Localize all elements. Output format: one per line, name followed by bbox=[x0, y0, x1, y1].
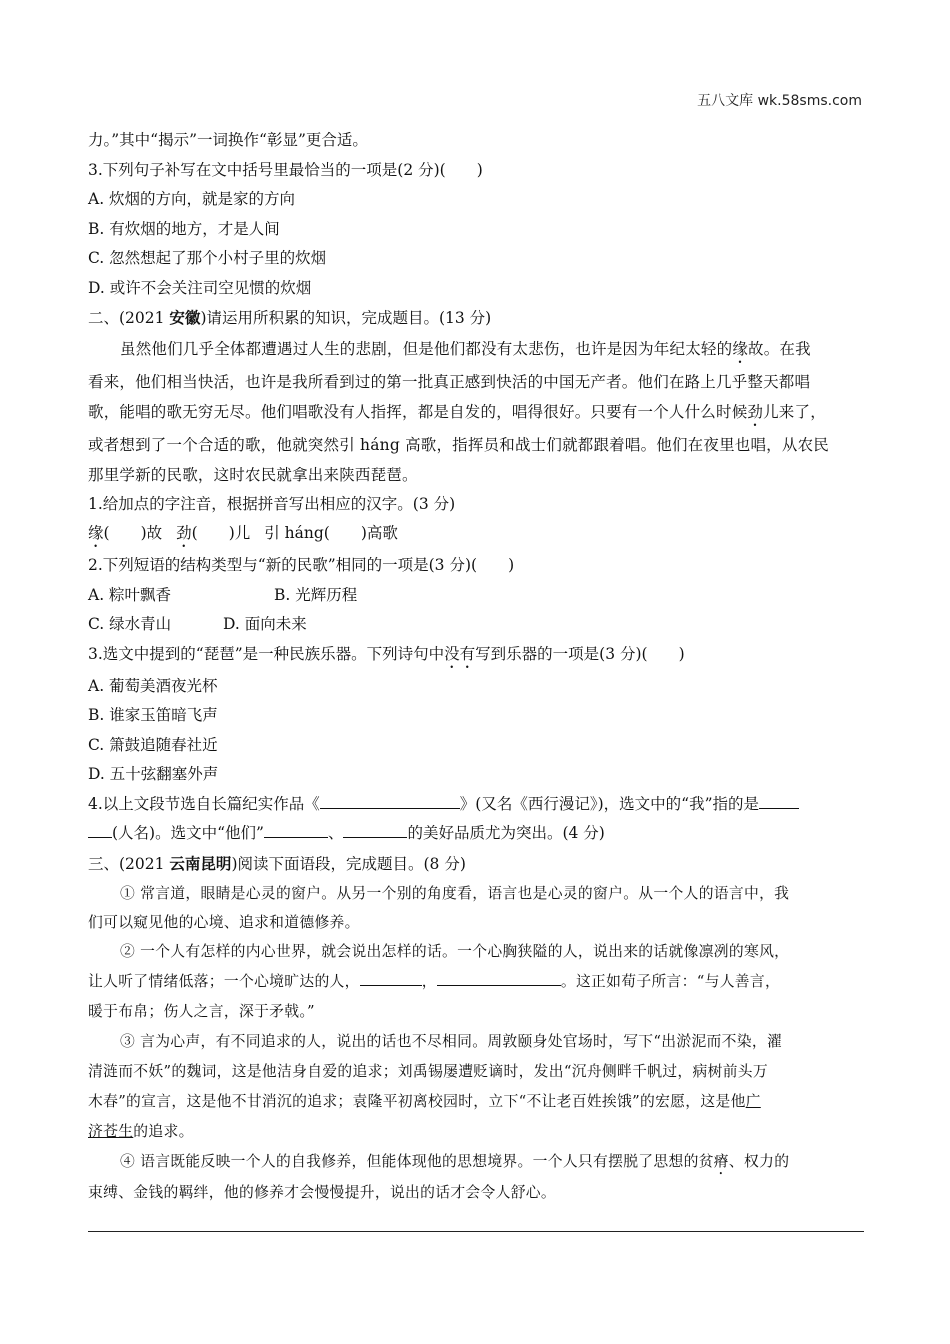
answer-blank-author-a[interactable] bbox=[759, 794, 799, 809]
answer-blank-p2-1[interactable] bbox=[360, 971, 422, 986]
dotted-char-ji: 瘠 bbox=[713, 1153, 729, 1170]
q3-stem: 3.下列句子补写在文中括号里最恰当的一项是(2 分)( ) bbox=[88, 160, 483, 179]
dotted-char-yuan: 缘 bbox=[732, 339, 749, 358]
answer-blank-book[interactable] bbox=[320, 794, 460, 809]
q3-option-a: A. 炊烟的方向，就是家的方向 bbox=[88, 190, 296, 208]
section3-para1: ① 常言道，眼睛是心灵的窗户。从另一个别的角度看，语言也是心灵的窗户。从一个人的语言中，我 们可以窥见他的心境、追求和道德修养。 bbox=[88, 885, 790, 931]
q1-char-jin: 劲 bbox=[176, 524, 192, 542]
underlined-jicangsheng: 济苍生 bbox=[88, 1123, 134, 1140]
s2-q1-stem: 1.给加点的字注音，根据拼音写出相应的汉字。(3 分) bbox=[88, 494, 456, 513]
passage-line-3: 歌，能唱的歌无穷无尽。他们唱歌没有人指挥，都是自发的，唱得很好。只要有一个人什么时候劲儿来了， bbox=[88, 402, 826, 421]
dotted-meiyou: 没有 bbox=[444, 644, 476, 663]
q1-hang: 引 háng( )高歌 bbox=[264, 524, 398, 542]
passage-line-1: 虽然他们几乎全体都遭遇过人生的悲剧，但是他们都没有太悲伤，也许是因为年纪太轻的缘故。在我 bbox=[120, 339, 811, 358]
s2-q1-items: 缘( )故 劲( )儿 引 háng( )高歌 bbox=[88, 524, 398, 542]
passage-line-5: 那里学新的民歌，这时农民就拿出来陕西琵琶。 bbox=[88, 465, 418, 484]
q3-option-d: D. 或许不会关注司空见惯的炊烟 bbox=[88, 278, 312, 297]
s2-q4-line2: (人名)。选文中“他们” 、 的美好品质尤为突出。(4 分) bbox=[88, 819, 864, 849]
passage-line-4: 或者想到了一个合适的歌，他就突然引 háng 高歌，指挥员和战士们就都跟着唱。他们在夜里也唱，从农民 bbox=[88, 435, 829, 454]
s2-q3-option-d: D. 五十弦翻塞外声 bbox=[88, 765, 219, 783]
section2-title: 二、(2021 安徽)请运用所积累的知识，完成题目。(13 分) bbox=[88, 308, 492, 327]
site-watermark: 五八文库 wk.58sms.com bbox=[697, 93, 862, 109]
section3-para2: ② 一个人有怎样的内心世界，就会说出怎样的话。一个心胸狭隘的人，说出来的话就像凛冽的寒风， 让人听了情绪低落；一个心境旷达的人， ， 。这正如荀子所言：“与人善言， 暖于布帛；伤人之言，深于矛戟。” bbox=[88, 943, 790, 1020]
section3-title: 三、(2021 云南昆明)阅读下面语段，完成题目。(8 分) bbox=[88, 853, 466, 873]
passage-line-2: 看来，他们相当快活，也许是我所看到过的第一批真正感到快活的中国无产者。他们在路上几乎整天都唱 bbox=[88, 372, 811, 391]
underlined-guang: 广 bbox=[745, 1093, 761, 1110]
s2-q2-row1: A. 粽叶飘香 B. 光辉历程 bbox=[88, 585, 358, 604]
document-body bbox=[88, 126, 864, 1208]
s2-q2-stem: 2.下列短语的结构类型与“新的民歌”相同的一项是(3 分)( ) bbox=[88, 556, 515, 574]
s2-q3-option-a: A. 葡萄美酒夜光杯 bbox=[88, 676, 218, 695]
section3-region: 云南昆明 bbox=[169, 853, 232, 873]
section3-para4: ④ 语言既能反映一个人的自我修养，但能体现他的思想境界。一个人只有摆脱了思想的贫瘠、权力的 束缚、金钱的羁绊，他的修养才会慢慢提升，说出的话才会令人舒心。 bbox=[88, 1153, 790, 1201]
answer-blank-quality-1[interactable] bbox=[264, 823, 328, 838]
section2-region: 安徽 bbox=[169, 308, 201, 327]
q1-tail: 力。”其中“揭示”一词换作“彰显”更合适。 bbox=[88, 131, 368, 149]
answer-blank-author-b[interactable] bbox=[88, 823, 112, 838]
q3-option-c: C. 忽然想起了那个小村子里的炊烟 bbox=[88, 249, 327, 267]
s2-q2-row2: C. 绿水青山 D. 面向未来 bbox=[88, 615, 307, 633]
q3-option-b: B. 有炊烟的地方，才是人间 bbox=[88, 219, 280, 238]
s2-q3-stem: 3.选文中提到的“琵琶”是一种民族乐器。下列诗句中没有写到乐器的一项是(3 分)( ) bbox=[88, 644, 685, 663]
s2-q3-option-c: C. 箫鼓追随春社近 bbox=[88, 735, 218, 754]
section2-passage bbox=[88, 334, 864, 490]
page-bottom-rule bbox=[88, 1231, 864, 1232]
s2-q4-line1: 4.以上文段节选自长篇纪实作品《 》(又名《西行漫记》)，选文中的“我”指的是 bbox=[88, 790, 864, 820]
section3-para3: ③ 言为心声，有不同追求的人，说出的话也不尽相同。周敦颐身处官场时，写下“出淤泥而不染，濯 清涟而不妖”的魏词，这是他洁身自爱的追求；刘禹锡屡遭贬谪时，发出“沉舟侧畔千帆过，病树前头万 木春”的宣言，这是他不甘消沉的追求；袁隆平初离校园时，立下“不让老百姓挨饿”的宏愿，这是他广 济苍生的追求。 bbox=[88, 1033, 783, 1140]
answer-blank-quality-2[interactable] bbox=[343, 823, 407, 838]
s2-q3-option-b: B. 谁家玉笛暗飞声 bbox=[88, 706, 218, 724]
dotted-char-jin: 劲 bbox=[747, 402, 764, 421]
q1-char-yuan: 缘 bbox=[88, 524, 104, 542]
answer-blank-p2-2[interactable] bbox=[437, 971, 561, 986]
